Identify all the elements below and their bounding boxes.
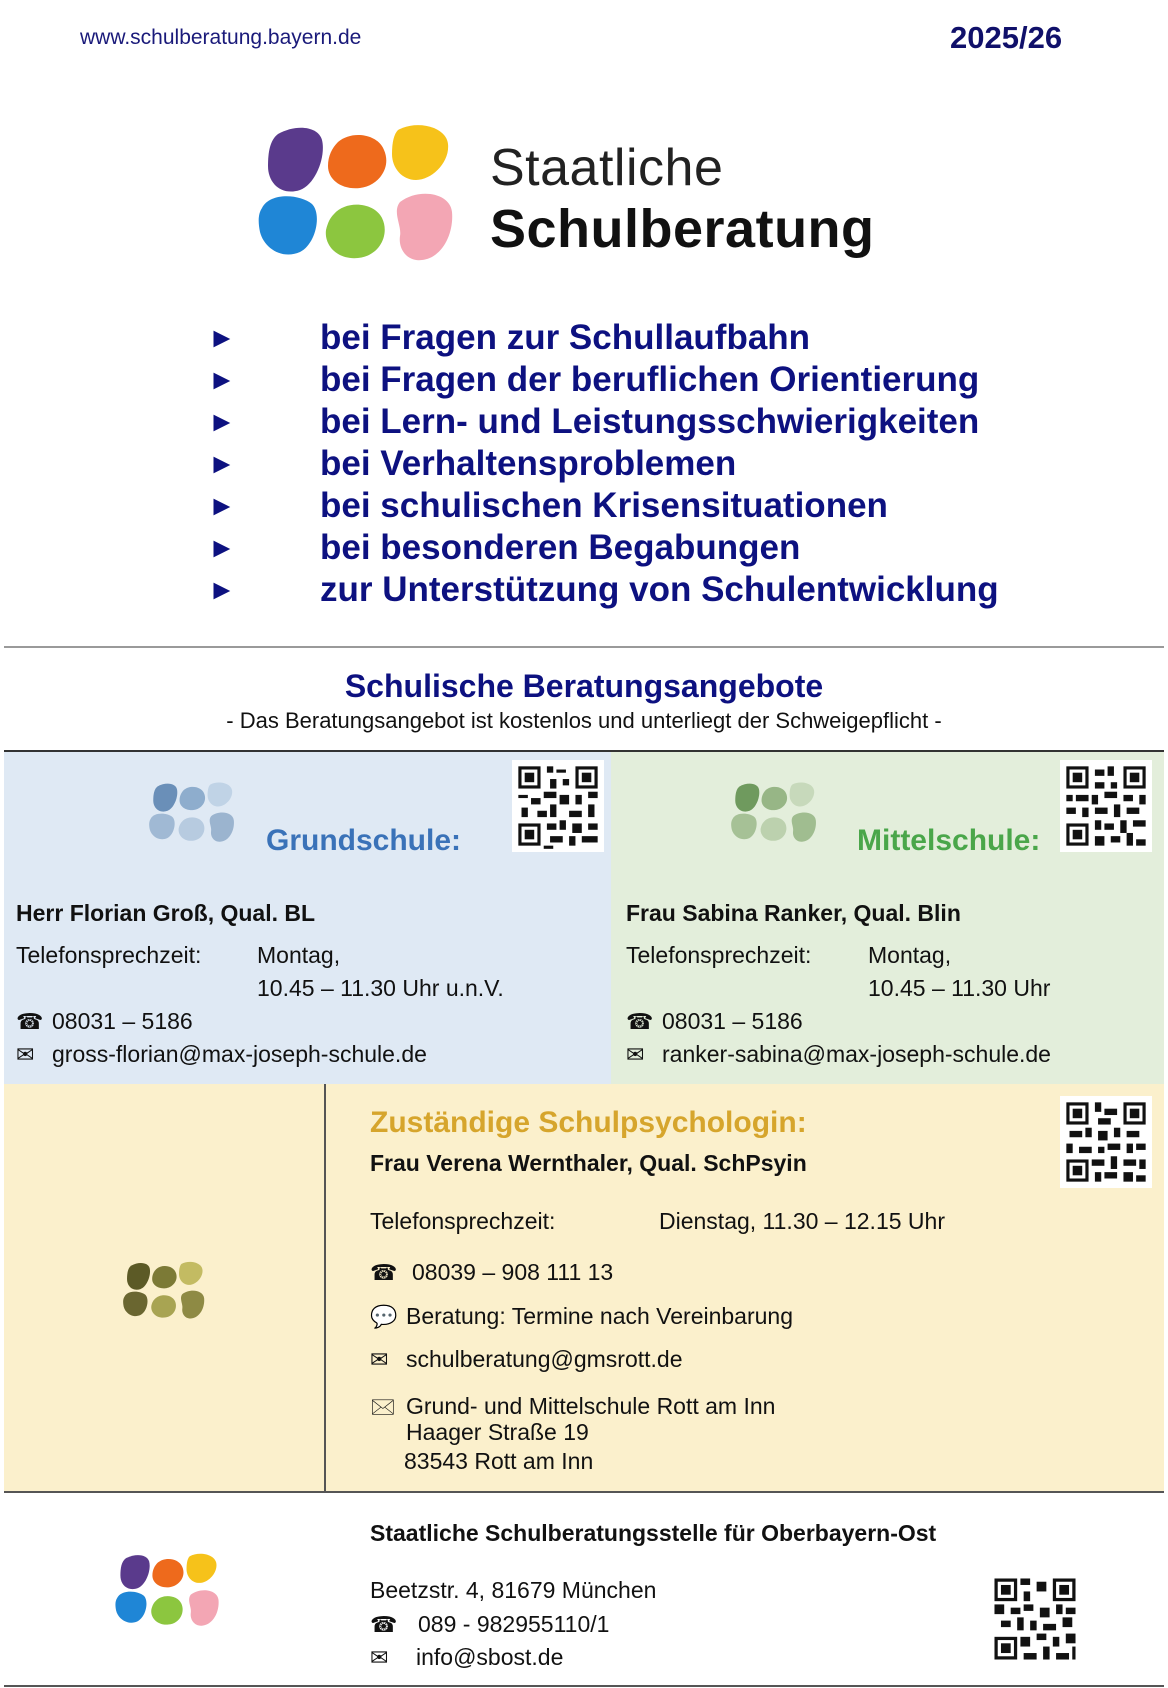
arrow-right-icon: ► bbox=[208, 532, 236, 563]
schulberatung-logo-icon bbox=[256, 122, 466, 272]
arrow-right-icon: ► bbox=[208, 406, 236, 437]
email-address[interactable]: ranker-sabina@max-joseph-schule.de bbox=[662, 1041, 1051, 1067]
qr-code-icon[interactable] bbox=[1060, 760, 1152, 852]
stelle-address: Beetzstr. 4, 81679 München bbox=[370, 1577, 657, 1603]
arrow-right-icon: ► bbox=[208, 574, 236, 605]
phone-icon: ☎ bbox=[626, 1009, 654, 1034]
school-year: 2025/26 bbox=[950, 20, 1063, 55]
email-address[interactable]: schulberatung@gmsrott.de bbox=[406, 1346, 683, 1372]
phone-hours-time: 10.45 – 11.30 Uhr u.n.V. bbox=[257, 975, 504, 1001]
arrow-right-icon: ► bbox=[208, 322, 236, 353]
phone-hours-label: Telefonsprechzeit: bbox=[626, 942, 812, 968]
mittelschule-title: Mittelschule: bbox=[857, 824, 1041, 857]
arrow-right-icon: ► bbox=[208, 448, 236, 479]
phone-row bbox=[370, 1259, 613, 1286]
grundschule-person: Herr Florian Groß, Qual. BL bbox=[16, 900, 316, 926]
phone-hours-value: Dienstag, 11.30 – 12.15 Uhr bbox=[659, 1208, 945, 1234]
email-icon: ✉ bbox=[16, 1042, 35, 1067]
phone-hours-day: Montag, bbox=[257, 942, 341, 968]
website-url[interactable]: www.schulberatung.bayern.de bbox=[80, 26, 362, 49]
phone-hours-label: Telefonsprechzeit: bbox=[16, 942, 202, 968]
phone-icon: ☎ bbox=[370, 1260, 398, 1285]
chat-icon: 💬 bbox=[370, 1304, 398, 1329]
section-subtitle: - Das Beratungsangebot ist kostenlos und unterliegt der Schweigepflicht - bbox=[226, 708, 942, 733]
grundschule-title: Grundschule: bbox=[266, 824, 462, 857]
logo-small-icon bbox=[114, 1552, 226, 1632]
address-line: Grund- und Mittelschule Rott am Inn bbox=[406, 1393, 776, 1419]
phone-hours-time: 10.45 – 11.30 Uhr bbox=[868, 975, 1051, 1001]
divider bbox=[4, 646, 1164, 648]
arrow-right-icon: ► bbox=[208, 364, 236, 395]
divider bbox=[4, 1685, 1164, 1687]
email-row bbox=[370, 1346, 683, 1373]
email-icon: ✉ bbox=[370, 1645, 389, 1670]
email-address[interactable]: gross-florian@max-joseph-schule.de bbox=[52, 1041, 427, 1067]
address-line: Haager Straße 19 bbox=[406, 1419, 589, 1445]
email-address[interactable]: info@sbost.de bbox=[416, 1644, 564, 1670]
logo-blue-icon bbox=[148, 780, 240, 848]
phone-hours-day: Montag, bbox=[868, 942, 952, 968]
logo-text-schulberatung: Schulberatung bbox=[490, 199, 875, 259]
qr-code-icon[interactable] bbox=[512, 760, 604, 852]
qr-code-icon[interactable] bbox=[988, 1572, 1082, 1666]
phone-number[interactable]: 08039 – 908 111 13 bbox=[412, 1259, 614, 1285]
email-row bbox=[626, 1041, 1051, 1068]
logo-green-icon bbox=[730, 780, 822, 848]
phone-row bbox=[626, 1008, 803, 1035]
qr-code-icon[interactable] bbox=[1060, 1096, 1152, 1188]
email-icon: ✉ bbox=[370, 1347, 389, 1372]
email-row bbox=[370, 1644, 563, 1671]
stelle-title: Staatliche Schulberatungsstelle für Oberbayern-Ost bbox=[370, 1520, 937, 1546]
consult-row bbox=[370, 1303, 793, 1330]
mittelschule-person: Frau Sabina Ranker, Qual. Blin bbox=[626, 900, 961, 926]
logo-text-staatliche: Staatliche bbox=[490, 139, 724, 197]
phone-icon: ☎ bbox=[16, 1009, 44, 1034]
phone-number[interactable]: 089 - 982955110/1 bbox=[418, 1611, 610, 1637]
section-title: Schulische Beratungsangebote bbox=[344, 668, 824, 704]
schulpsychologin-person: Frau Verena Wernthaler, Qual. SchPsyin bbox=[370, 1150, 807, 1176]
address-line: 83543 Rott am Inn bbox=[404, 1448, 594, 1474]
phone-row bbox=[370, 1611, 609, 1638]
schulpsychologin-title: Zuständige Schulpsychologin: bbox=[370, 1106, 807, 1139]
email-row bbox=[16, 1041, 427, 1068]
divider bbox=[4, 1491, 1164, 1493]
arrow-right-icon: ► bbox=[208, 490, 236, 521]
email-icon: ✉ bbox=[626, 1042, 645, 1067]
divider bbox=[324, 1084, 326, 1492]
phone-number[interactable]: 08031 – 5186 bbox=[662, 1008, 803, 1034]
phone-icon: ☎ bbox=[370, 1612, 398, 1637]
phone-number[interactable]: 08031 – 5186 bbox=[52, 1008, 193, 1034]
logo-olive-icon bbox=[122, 1260, 210, 1324]
consult-text: Beratung: Termine nach Vereinbarung bbox=[406, 1303, 794, 1329]
envelope-icon: 🖂 bbox=[370, 1394, 396, 1419]
phone-hours-label: Telefonsprechzeit: bbox=[370, 1208, 556, 1234]
phone-row bbox=[16, 1008, 193, 1035]
